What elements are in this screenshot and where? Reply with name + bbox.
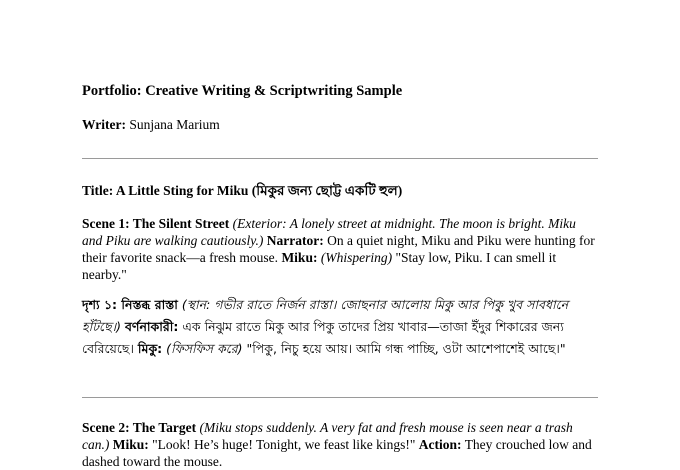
bangla-narrator-text: এক নিঝুম রাতে মিকু আর পিকু তাদের প্রিয় খাবার—তাজা ইঁদুর শিকারের জন্য বেরিয়েছে। bbox=[82, 319, 564, 356]
scene-2-heading: Scene 2: The Target bbox=[82, 420, 197, 435]
action-text: They crouched low and dashed toward the mouse. bbox=[82, 437, 592, 469]
writer-line bbox=[82, 117, 220, 133]
bangla-miku-direction: (ফিসফিস করে) bbox=[166, 341, 243, 356]
narrator-text: On a quiet night, Miku and Piku were hunting for their favorite snack—a fresh mouse. bbox=[82, 233, 595, 265]
miku-line: "Stay low, Piku. I can smell it nearby." bbox=[82, 250, 557, 282]
action-label: Action: bbox=[418, 437, 462, 452]
scene-1-direction: (Exterior: A lonely street at midnight. The moon is bright. Miku and Piku are walking cautiously.) bbox=[82, 216, 576, 248]
writer-label: Writer: bbox=[82, 117, 126, 132]
writer-name: Sunjana Marium bbox=[129, 117, 220, 132]
miku-direction: (Whispering) bbox=[320, 250, 393, 265]
bangla-narrator-label: বর্ণনাকারী: bbox=[124, 319, 179, 334]
divider bbox=[82, 158, 598, 159]
scene-2-paragraph bbox=[82, 419, 598, 470]
miku-label: Miku: bbox=[281, 250, 318, 265]
divider bbox=[82, 397, 598, 398]
story-title: Title: A Little Sting for Miku (মিকুর জন্য ছোট্ট একটি হুল) bbox=[82, 183, 403, 198]
bangla-scene-heading: দৃশ্য ১: নিস্তব্ধ রাস্তা bbox=[82, 297, 178, 312]
bangla-miku-label: মিকু: bbox=[137, 341, 163, 356]
narrator-label: Narrator: bbox=[266, 233, 324, 248]
scene-2-miku-label: Miku: bbox=[112, 437, 149, 452]
scene-2-direction: (Miku stops suddenly. A very fat and fresh mouse is seen near a trash can.) bbox=[82, 420, 573, 452]
scene-1-heading: Scene 1: The Silent Street bbox=[82, 216, 230, 231]
bangla-scene-direction: (স্থান: গভীর রাতে নির্জন রাস্তা। জোছনার আলোয় মিকু আর পিকু খুব সাবধানে হাঁটছে।) bbox=[82, 297, 569, 334]
scene-2-miku-line: "Look! He’s huge! Tonight, we feast like kings!" bbox=[152, 437, 416, 452]
bangla-miku-line: "পিকু, নিচু হয়ে আয়। আমি গন্ধ পাচ্ছি, ওটা আশেপাশেই আছে।" bbox=[246, 341, 566, 356]
scene-1-bangla-paragraph bbox=[82, 294, 598, 360]
document-title: Portfolio: Creative Writing & Scriptwriting Sample bbox=[82, 83, 403, 99]
scene-1-paragraph bbox=[82, 215, 598, 283]
